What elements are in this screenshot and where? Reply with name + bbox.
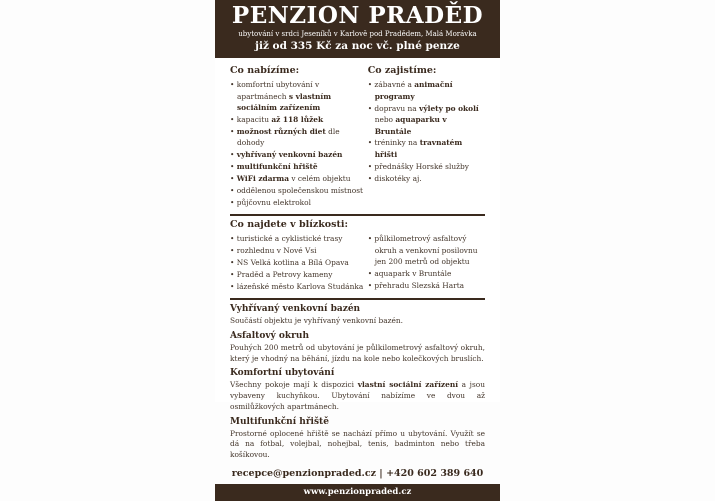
list-item: • přednášky Horské služby bbox=[368, 161, 485, 172]
list-item: • multifunkční hřiště bbox=[230, 161, 368, 172]
contact-phone: +420 602 389 640 bbox=[386, 467, 484, 479]
services-heading: Co zajistíme: bbox=[367, 65, 437, 77]
nearby-right-column bbox=[368, 233, 485, 293]
offer-column bbox=[230, 63, 368, 209]
detail-heading: Asfaltový okruh bbox=[230, 330, 309, 341]
list-item: • zábavné a animační programy bbox=[368, 79, 485, 102]
detail-section bbox=[230, 304, 485, 327]
nearby-left-column bbox=[230, 233, 368, 293]
detail-text: Všechny pokoje mají k dispozici vlastní sociální zařízení a jsou vybaveny kuchyňkou. Ubytování nabízíme ve dvou až osmilůžkových apartmánech. bbox=[230, 380, 485, 411]
nearby-columns bbox=[230, 233, 485, 293]
list-item: • Praděd a Petrovy kameny bbox=[230, 269, 368, 280]
offer-heading: Co nabízíme: bbox=[230, 65, 300, 77]
list-item: • lázeňské město Karlova Studánka bbox=[230, 281, 368, 292]
flyer-header bbox=[215, 0, 500, 58]
nearby-right-list bbox=[368, 233, 485, 291]
list-item: • aquapark v Bruntále bbox=[368, 268, 485, 279]
list-item: • vyhřívaný venkovní bazén bbox=[230, 149, 368, 160]
list-item: • tréninky na travnatém hřišti bbox=[368, 137, 485, 160]
footer-bar bbox=[215, 484, 500, 501]
offer-list bbox=[230, 79, 368, 209]
divider bbox=[230, 214, 485, 216]
services-list bbox=[368, 79, 485, 184]
list-item: • dopravu na výlety po okolí nebo aquaparku v Bruntále bbox=[368, 103, 485, 137]
detail-section bbox=[230, 368, 485, 412]
contact-separator: | bbox=[376, 467, 387, 479]
offer-services-columns bbox=[230, 63, 485, 209]
detail-section bbox=[230, 417, 485, 461]
contact-line bbox=[230, 468, 485, 479]
header-subtitle: ubytování v srdci Jeseníků v Karlově pod Pradědem, Malá Morávka bbox=[238, 30, 477, 39]
list-item: • rozhlednu v Nové Vsi bbox=[230, 245, 368, 256]
page-title: PENZION PRADĚD bbox=[231, 2, 484, 29]
list-item: • komfortní ubytování v apartmánech s vlastním sociálním zařízením bbox=[230, 79, 368, 113]
flyer-body bbox=[215, 58, 500, 484]
nearby-section bbox=[230, 219, 485, 293]
detail-sections bbox=[230, 304, 485, 461]
price-tagline: již od 335 Kč za noc vč. plné penze bbox=[255, 40, 460, 53]
detail-section bbox=[230, 331, 485, 364]
list-item: • NS Velká kotlina a Bílá Opava bbox=[230, 257, 368, 268]
list-item: • kapacitu až 118 lůžek bbox=[230, 114, 368, 125]
flyer bbox=[215, 0, 500, 497]
contact-email: recepce@penzionpraded.cz bbox=[231, 467, 376, 479]
nearby-left-list bbox=[230, 233, 368, 292]
detail-heading: Komfortní ubytování bbox=[230, 368, 335, 379]
detail-text: Součástí objektu je vyhřívaný venkovní bazén. bbox=[230, 316, 403, 326]
list-item: • turistické a cyklistické trasy bbox=[230, 233, 368, 244]
nearby-heading: Co najdete v blízkosti: bbox=[230, 219, 348, 231]
list-item: • půjčovnu elektrokol bbox=[230, 197, 368, 208]
list-item: • přehradu Slezská Harta bbox=[368, 280, 485, 291]
list-item: • WiFi zdarma v celém objektu bbox=[230, 173, 368, 184]
divider bbox=[230, 298, 485, 300]
website-url: www.penzionpraded.cz bbox=[303, 486, 412, 497]
list-item: • možnost různých diet dle dohody bbox=[230, 126, 368, 149]
services-column bbox=[368, 63, 485, 209]
list-item: • půlkilometrový asfaltový okruh a venkovní posilovnu jen 200 metrů od objektu bbox=[368, 233, 485, 267]
list-item: • diskotéky aj. bbox=[368, 173, 485, 184]
detail-text: Pouhých 200 metrů od ubytování je půlkilometrový asfaltový okruh, který je vhodný na běhání, jízdu na kole nebo kolečkových bruslích. bbox=[230, 342, 485, 363]
list-item: • oddělenou společenskou místnost bbox=[230, 185, 368, 196]
detail-text: Prostorné oplocené hřiště se nachází přímo u ubytování. Využít se dá na fotbal, volejbal, nohejbal, tenis, badminton nebo třeba košíkovou. bbox=[230, 428, 485, 460]
detail-heading: Multifunkční hřiště bbox=[230, 416, 329, 427]
detail-heading: Vyhřívaný venkovní bazén bbox=[230, 304, 361, 315]
